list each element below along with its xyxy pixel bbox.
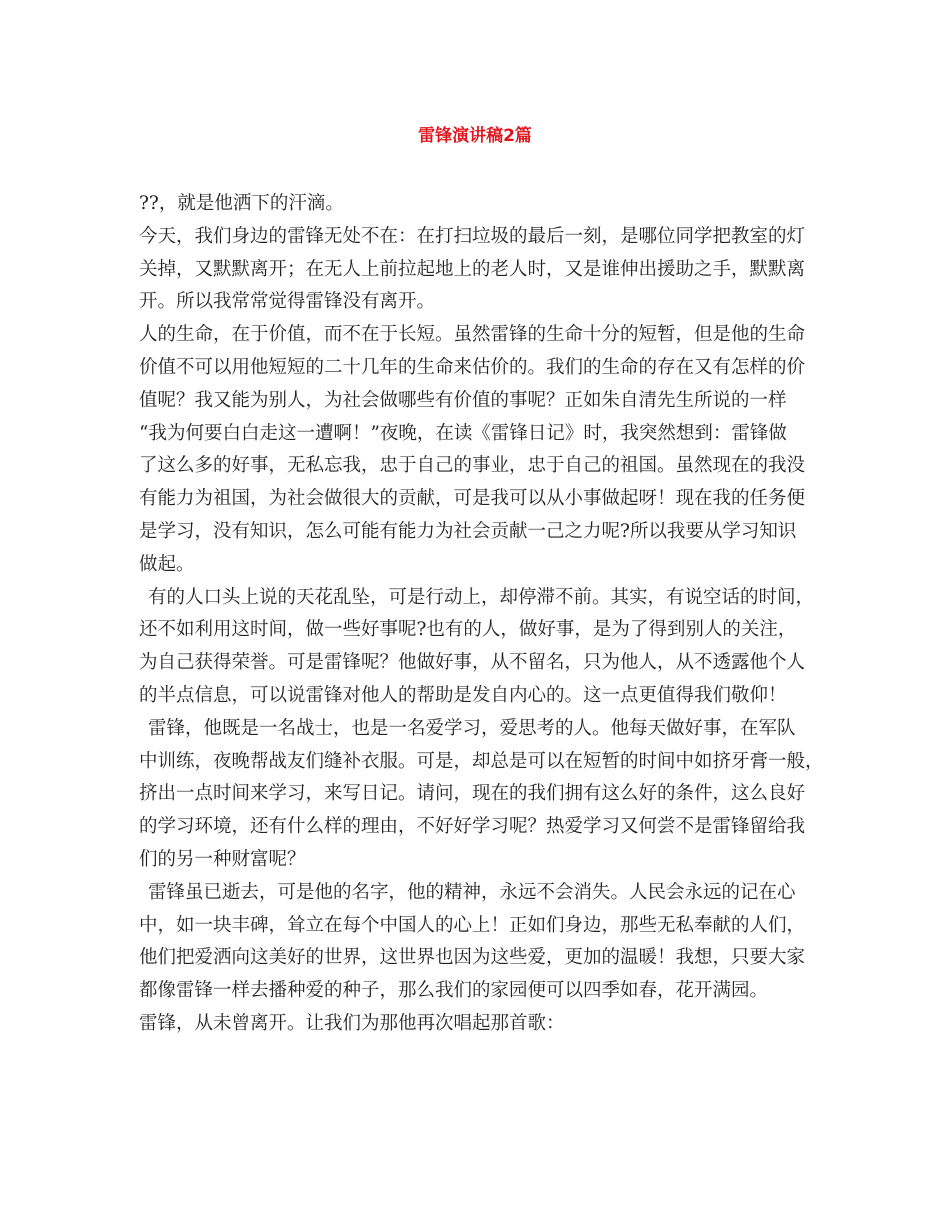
body-text-line: 挤出一点时间来学习，来写日记。请问，现在的我们拥有这么好的条件，这么良好 xyxy=(139,783,806,805)
document-body xyxy=(139,188,829,1041)
body-text-line: 开。所以我常常觉得雷锋没有离开。 xyxy=(139,291,436,313)
body-text-line: 中训练，夜晚帮战友们缝补衣服。可是，却总是可以在短暂的时间中如挤牙膏一般， xyxy=(139,750,824,772)
body-text-line: 雷锋虽已逝去，可是他的名字，他的精神，永远不会消失。人民会永远的记在心 xyxy=(148,881,796,903)
body-text-line: 今天，我们身边的雷锋无处不在：在打扫垃圾的最后一刻，是哪位同学把教室的灯 xyxy=(139,225,806,247)
body-text-line: 有能力为祖国，为社会做很大的贡献，可是我可以从小事做起呀！现在我的任务便 xyxy=(139,488,806,510)
body-text-line: 还不如利用这时间，做一些好事呢?也有的人，做好事，是为了得到别人的关注， xyxy=(139,619,797,641)
body-text-line: 做起。 xyxy=(139,553,195,575)
body-text-line: 值呢？我又能为别人，为社会做哪些有价值的事呢？正如朱自清先生所说的一样 xyxy=(139,389,787,411)
document-title: 雷锋演讲稿2篇 xyxy=(418,126,532,146)
body-text-line: 的半点信息，可以说雷锋对他人的帮助是发自内心的。这一点更值得我们敬仰！ xyxy=(139,684,787,706)
body-text-line: 关掉，又默默离开；在无人上前拉起地上的老人时，又是谁伸出援助之手，默默离 xyxy=(139,258,806,280)
body-text-line: 是学习，没有知识，怎么可能有能力为社会贡献一己之力呢?所以我要从学习知识 xyxy=(139,520,797,542)
body-text-line: “我为何要白白走这一遭啊！”夜晚，在读《雷锋日记》时，我突然想到：雷锋做 xyxy=(139,422,787,444)
body-text-line: ??，就是他洒下的汗滴。 xyxy=(139,193,344,214)
body-text-line: 价值不可以用他短短的二十几年的生命来估价的。我们的生命的存在又有怎样的价 xyxy=(139,356,806,378)
body-text-line: 为自己获得荣誉。可是雷锋呢？他做好事，从不留名，只为他人，从不透露他个人 xyxy=(139,652,806,674)
body-text-line: 他们把爱洒向这美好的世界，这世界也因为这些爱，更加的温暖！我想，只要大家 xyxy=(139,947,806,969)
body-text-line: 们的另一种财富呢？ xyxy=(139,848,306,870)
body-text-line: 的学习环境，还有什么样的理由，不好好学习呢？热爱学习又何尝不是雷锋留给我 xyxy=(139,816,806,838)
body-text-line: 了这么多的好事，无私忘我，忠于自己的事业，忠于自己的祖国。虽然现在的我没 xyxy=(139,455,806,477)
body-text-line: 雷锋，他既是一名战士，也是一名爱学习，爱思考的人。他每天做好事，在军队 xyxy=(148,717,796,739)
body-text-line: 人的生命，在于价值，而不在于长短。虽然雷锋的生命十分的短暂，但是他的生命 xyxy=(139,324,806,346)
body-text-line: 中，如一块丰碑，耸立在每个中国人的心上！正如们身边，那些无私奉献的人们， xyxy=(139,914,806,936)
body-text-line: 雷锋，从未曾离开。让我们为那他再次唱起那首歌： xyxy=(139,1012,565,1034)
body-text-line: 都像雷锋一样去播种爱的种子，那么我们的家园便可以四季如春，花开满园。 xyxy=(139,980,769,1002)
body-text-line: 有的人口头上说的天花乱坠，可是行动上，却停滞不前。其实，有说空话的时间， xyxy=(148,586,815,608)
